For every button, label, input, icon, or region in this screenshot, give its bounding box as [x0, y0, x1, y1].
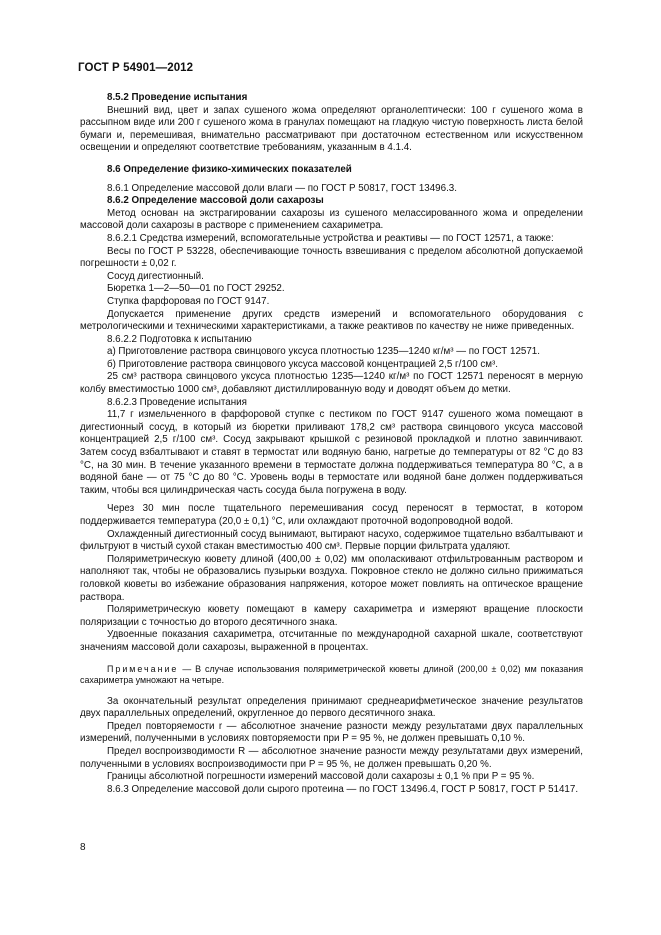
- document-code-header: ГОСТ Р 54901—2012: [78, 62, 194, 74]
- note-text: — В случае использования поляриметрической кюветы длиной (200,00 ± 0,02) мм показания сахариметра умножают на четыре.: [80, 663, 584, 686]
- paragraph: Поляриметрическую кювету длиной (400,00 ± 0,02) мм ополаскивают отфильтрованным раствором и наполняют так, чтобы не образовались пузырьки воздуха. Покровное стекло не должно сильно прижиматься головкой кюветы во избежание образования напряжения, которое может повлиять на оптическое вращение раствора.: [80, 553, 583, 603]
- paragraph: Ступка фарфоровая по ГОСТ 9147.: [107, 295, 270, 307]
- paragraph: 8.6.2.2 Подготовка к испытанию: [107, 333, 252, 345]
- paragraph: Сосуд дигестионный.: [107, 270, 204, 282]
- paragraph: 8.6.1 Определение массовой доли влаги — по ГОСТ Р 50817, ГОСТ 13496.3.: [107, 182, 457, 194]
- section-heading-8-5-2: 8.5.2 Проведение испытания: [107, 92, 248, 103]
- page-number: 8: [80, 842, 86, 853]
- paragraph: Границы абсолютной погрешности измерений массовой доли сахарозы ± 0,1 % при P = 95 %.: [107, 771, 535, 783]
- paragraph: Поляриметрическую кювету помещают в камеру сахариметра и измеряют вращение плоскости поляризации с точностью до второго десятичного знака.: [80, 604, 583, 628]
- paragraph: Допускается применение других средств измерений и вспомогательного оборудования с метрологическими и техническими характеристиками, а также реактивов по качеству не ниже приведенных.: [80, 308, 583, 333]
- paragraph: Бюретка 1—2—50—01 по ГОСТ 29252.: [107, 283, 285, 295]
- paragraph: Предел повторяемости r — абсолютное значение разности между результатами двух параллельных измерений, полученными в условиях повторяемости при P = 95 %, не должен превышать 0,10 %.: [80, 720, 583, 745]
- paragraph: 8.6.3 Определение массовой доли сырого протеина — по ГОСТ 13496.4, ГОСТ Р 50817, ГОСТ Р 51417.: [107, 783, 579, 795]
- paragraph: Весы по ГОСТ Р 53228, обеспечивающие точность взвешивания с пределом абсолютной допускаемой погрешности ± 0,02 г.: [80, 245, 583, 270]
- section-heading-8-6: 8.6 Определение физико-химических показателей: [107, 163, 352, 175]
- paragraph: Предел воспроизводимости R — абсолютное значение разности между результатами двух измерений, полученными в условиях воспроизводимости при P = 95 %, не должен превышать 0,20 %.: [80, 745, 583, 770]
- paragraph: Метод основан на экстрагировании сахарозы из сушеного мелассированного жома и определении массовой доли сахарозы в растворе с применением сахариметра.: [80, 207, 583, 232]
- paragraph: Удвоенные показания сахариметра, отсчитанные по международной сахарной шкале, соответствуют значениям массовой доли сахарозы, выраженной в процентах.: [80, 629, 583, 653]
- paragraph: б) Приготовление раствора свинцового уксуса массовой концентрацией 2,5 г/100 см³.: [107, 358, 498, 370]
- paragraph: 25 см³ раствора свинцового уксуса плотностью 1235—1240 кг/м³ по ГОСТ 12571 переносят в мерную колбу вместимостью 1000 см³, добавляют дистиллированную воду и доводят объем до метки.: [80, 371, 583, 396]
- note: [80, 664, 583, 687]
- document-body: [80, 92, 583, 796]
- paragraph: Охлажденный дигестионный сосуд вынимают, вытирают насухо, содержимое тщательно взбалтывают и фильтруют в чистый сухой стакан вместимостью 400 см³. Первые порции фильтрата удаляют.: [80, 528, 583, 553]
- paragraph: Через 30 мин после тщательного перемешивания сосуд переносят в термостат, в котором поддерживается температура (20,0 ± 0,1) °С, или охлаждают проточной водопроводной водой.: [80, 503, 583, 527]
- paragraph: 8.6.2.1 Средства измерений, вспомогательные устройства и реактивы — по ГОСТ 12571, а также:: [107, 232, 554, 244]
- paragraph: За окончательный результат определения принимают среднеарифметическое значение результатов двух параллельных определений, округленное до первого десятичного знака.: [80, 695, 583, 720]
- paragraph: а) Приготовление раствора свинцового уксуса плотностью 1235—1240 кг/м³ — по ГОСТ 12571.: [107, 346, 540, 358]
- paragraph: Внешний вид, цвет и запах сушеного жома определяют органолептически: 100 г сушеного жома в рассыпном виде или 200 г сушеного жома в гранулах помещают на гладкую чистую поверхность листа белой бумаги и, перемешивая, внимательно рассматривают при достаточном естественном или искусственном освещении и определяют соответствие требованиям, указанным в 4.1.4.: [80, 104, 583, 154]
- section-heading-8-6-2: 8.6.2 Определение массовой доли сахарозы: [107, 195, 324, 207]
- paragraph: 8.6.2.3 Проведение испытания: [107, 396, 247, 408]
- paragraph: 11,7 г измельченного в фарфоровой ступке с пестиком по ГОСТ 9147 сушеного жома помещают в дигестионный сосуд, в который из бюретки приливают 178,2 см³ раствора свинцового уксуса массовой концентрацией 2,5 г/100 см³. Сосуд закрывают крышкой с резиновой прокладкой и плотно завинчивают. Затем сосуд взбалтывают и ставят в термостат или водяную баню, нагретые до температуры от 82 °С до 83 °С, на 30 мин. В течение указанного времени в термостате должна поддерживаться температура 80 °С, а в водяной бане — от 75 °С до 80 °С. Уровень воды в термостате или водяной бане должен поддерживаться таким, чтобы вся цилиндрическая часть сосуда была погружена в воду.: [80, 409, 583, 496]
- note-label: Примечание: [107, 663, 179, 674]
